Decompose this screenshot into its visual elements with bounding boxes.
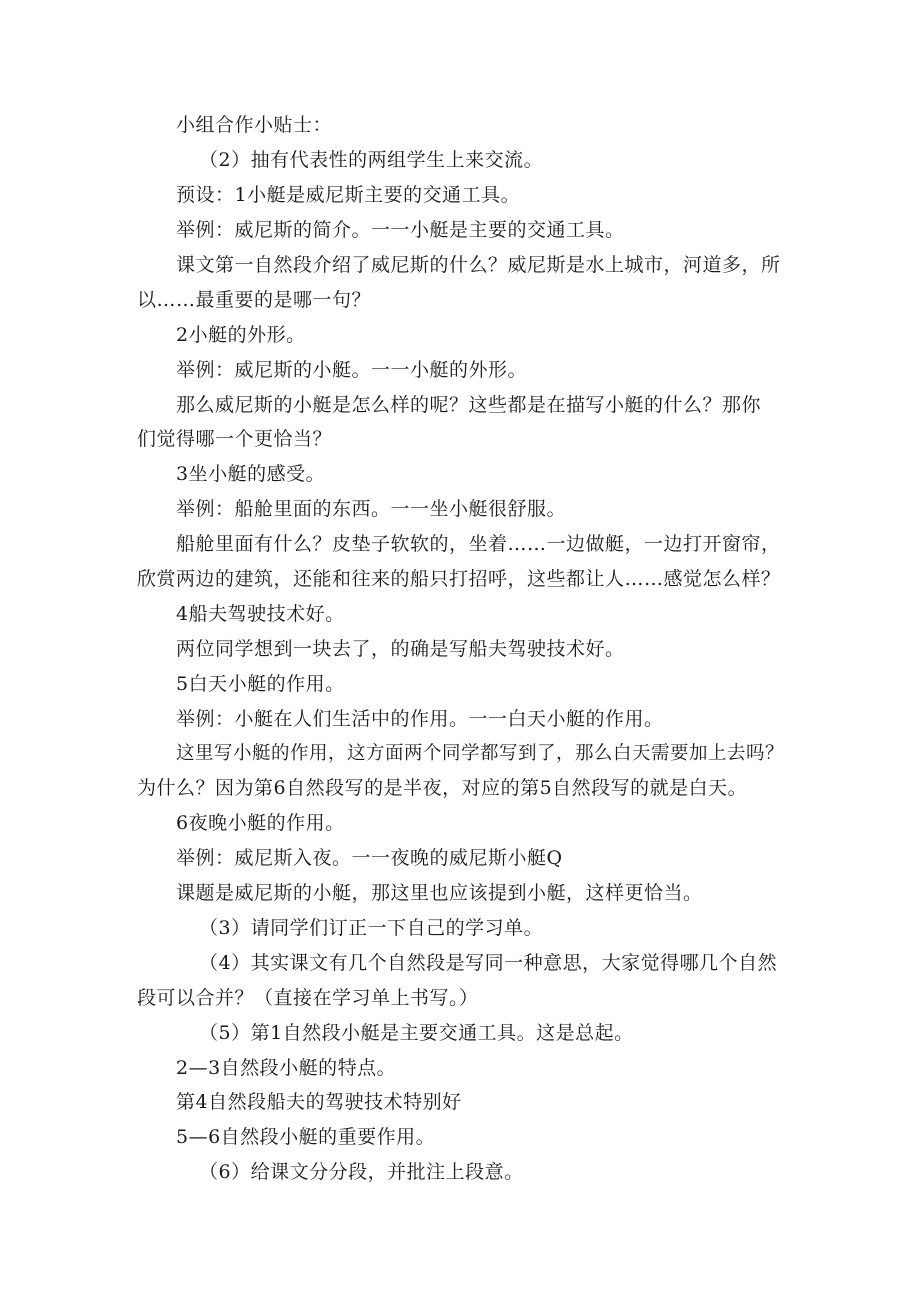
text-line: 举例：威尼斯的小艇。一一小艇的外形。 — [176, 359, 528, 381]
text-line: （5）第1自然段小艇是主要交通工具。这是总起。 — [199, 1022, 634, 1044]
text-line: （3）请同学们订正一下自己的学习单。 — [199, 917, 544, 939]
text-line: 2—3自然段小艇的特点。 — [176, 1057, 397, 1079]
text-line: 3坐小艇的感受。 — [176, 463, 326, 485]
text-line: 5白天小艇的作用。 — [176, 673, 345, 695]
text-line: （4）其实课文有几个自然段是写同一种意思，大家觉得哪几个自然 — [199, 952, 778, 974]
text-line: 以……最重要的是哪一句？ — [137, 289, 372, 311]
text-line: 那么威尼斯的小艇是怎么样的呢？这些都是在描写小艇的什么？那你 — [176, 394, 762, 416]
text-line: 举例：小艇在人们生活中的作用。一一白天小艇的作用。 — [176, 708, 664, 730]
text-line: 课题是威尼斯的小艇，那这里也应该提到小艇，这样更恰当。 — [176, 882, 703, 904]
text-line: 这里写小艇的作用，这方面两个同学都写到了，那么白天需要加上去吗？ — [176, 743, 785, 764]
text-line: 6夜晚小艇的作用。 — [176, 812, 345, 834]
text-line: 两位同学想到一块去了，的确是写船夫驾驶技术好。 — [176, 638, 625, 660]
text-line: 4船夫驾驶技术好。 — [176, 603, 345, 625]
text-line: 课文第一自然段介绍了威尼斯的什么？威尼斯是水上城市，河道多，所 — [176, 254, 781, 276]
text-line: 们觉得哪一个更恰当？ — [137, 428, 333, 450]
text-line: 第4自然段船夫的驾驶技术特别好 — [176, 1091, 462, 1113]
text-line: 小组合作小贴士： — [176, 114, 333, 136]
text-line: 预设：1小艇是威尼斯主要的交通工具。 — [176, 184, 521, 206]
text-line: 举例：威尼斯入夜。一一夜晚的威尼斯小艇Q — [176, 847, 563, 869]
text-line: 为什么？因为第6自然段写的是半夜，对应的第5自然段写的就是白天。 — [137, 777, 748, 799]
text-line: 举例：船舱里面的东西。一一坐小艇很舒服。 — [176, 498, 567, 520]
text-line: （6）给课文分分段，并批注上段意。 — [199, 1161, 524, 1183]
text-line: 举例：威尼斯的简介。一一小艇是主要的交通工具。 — [176, 219, 625, 241]
text-line: 船舱里面有什么？皮垫子软软的，坐着……一边做艇，一边打开窗帘， — [176, 533, 781, 555]
text-line: 欣赏两边的建筑，还能和往来的船只打招呼，这些都让人……感觉怎么样？ — [137, 568, 781, 590]
text-line: （2）抽有代表性的两组学生上来交流。 — [199, 149, 544, 171]
text-line: 5—6自然段小艇的重要作用。 — [176, 1126, 436, 1148]
text-line: 段可以合并？（直接在学习单上书写。） — [137, 987, 479, 1009]
text-line: 2小艇的外形。 — [176, 324, 306, 346]
